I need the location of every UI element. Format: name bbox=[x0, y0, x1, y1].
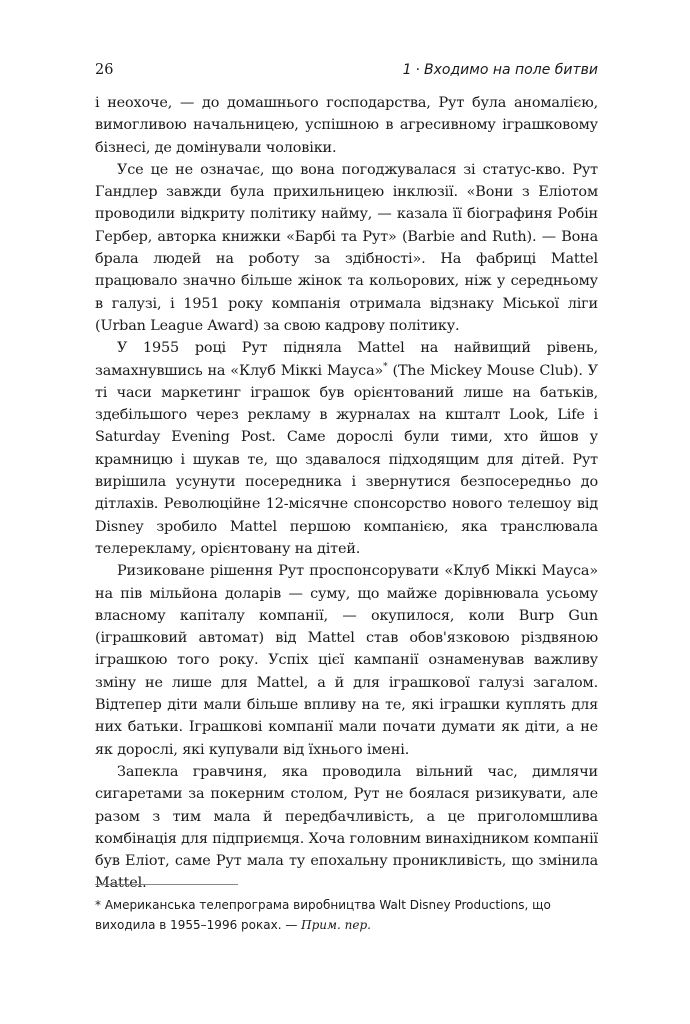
chapter-title: Входимо на поле битви bbox=[424, 62, 598, 78]
paragraph-4: Ризиковане рішення Рут проспонсорувати «Клуб Міккі Мауса» на пів мільйона доларів — суму, що майже дорівнювала усьому власному капіталу компанії, — окупилося, коли Burp Gun (іграшковий автомат) від Mattel став обов'язковою різдвяною іграшкою того року. Успіх цієї кампанії ознаменував важливу зміну не лише для Mattel, а й для іграшкової галузі загалом. Відтепер діти мали більше впливу на те, які іграшки куплять для них батьки. Іграшкові компанії мали почати думати як діти, а не як дорослі, які купували від їхнього імені. bbox=[95, 563, 598, 758]
footnote-text: Американська телепрограма виробництва Walt Disney Productions, що виходила в 1955–1996 роках. — bbox=[95, 898, 551, 932]
footnote-divider bbox=[95, 884, 238, 885]
footnote bbox=[95, 895, 598, 935]
page-header bbox=[95, 58, 598, 82]
chapter-number: 1 bbox=[402, 62, 412, 78]
footnote-reference[interactable]: * bbox=[383, 361, 388, 372]
header-separator: · bbox=[415, 62, 421, 78]
body-text bbox=[95, 92, 598, 895]
paragraph-3-part-2: (The Mickey Mouse Club). У ті часи маркетинг іграшок був орієнтований лише на батьків, здебільшого через рекламу в журналах на кшталт Look, Life і Saturday Evening Post. Саме дорослі були тими, хто йшов у крамницю і шукав те, що здавалося підходящим для дітей. Рут вирішила усунути посередника і звернутися безпосередньо до дітлахів. Революційне 12-місячне спонсорство нового телешоу від Disney зробило Mattel першою компанією, яка транслювала телерекламу, орієнтовану на дітей. bbox=[95, 362, 598, 557]
paragraph-3 bbox=[95, 337, 598, 560]
paragraph-5: Запекла гравчиня, яка проводила вільний час, димлячи сигаретами за покерним столом, Рут не боялася ризикувати, але разом з тим мала й передбачливість, а це приголомшлива комбінація для підприємця. Хоча головним винахідником компанії був Еліот, саме Рут мала ту епохальну проникливість, що змінила Mattel. bbox=[95, 763, 598, 892]
footnote-marker: * bbox=[95, 898, 101, 912]
page-number: 26 bbox=[95, 62, 114, 78]
footnote-abbreviation: Прим. пер. bbox=[301, 918, 371, 932]
paragraph-3-part-1: У 1955 році Рут підняла Mattel на найвищий рівень, замахнувшись на «Клуб Міккі Мауса» bbox=[95, 340, 598, 379]
paragraph-2: Усе це не означає, що вона погоджувалася зі статус-кво. Рут Гандлер завжди була прихильницею інклюзії. «Вони з Еліотом проводили відкриту політику найму, — казала її біографиня Робін Гербер, авторка книжки «Барбі та Рут» (Barbie and Ruth). — Вона брала людей на роботу за здібності». На фабриці Mattel працювало значно більше жінок та кольорових, ніж у середньому в галузі, і 1951 року компанія отримала відзнаку Міської ліги (Urban League Award) за свою кадрову політику. bbox=[95, 161, 598, 334]
book-page bbox=[95, 0, 598, 1024]
paragraph-1: і неохоче, — до домашнього господарства, Рут була аномалією, вимогливою начальницею, успішною в агресивному іграшковому бізнесі, де домінували чоловіки. bbox=[95, 95, 598, 156]
running-head bbox=[403, 58, 598, 82]
